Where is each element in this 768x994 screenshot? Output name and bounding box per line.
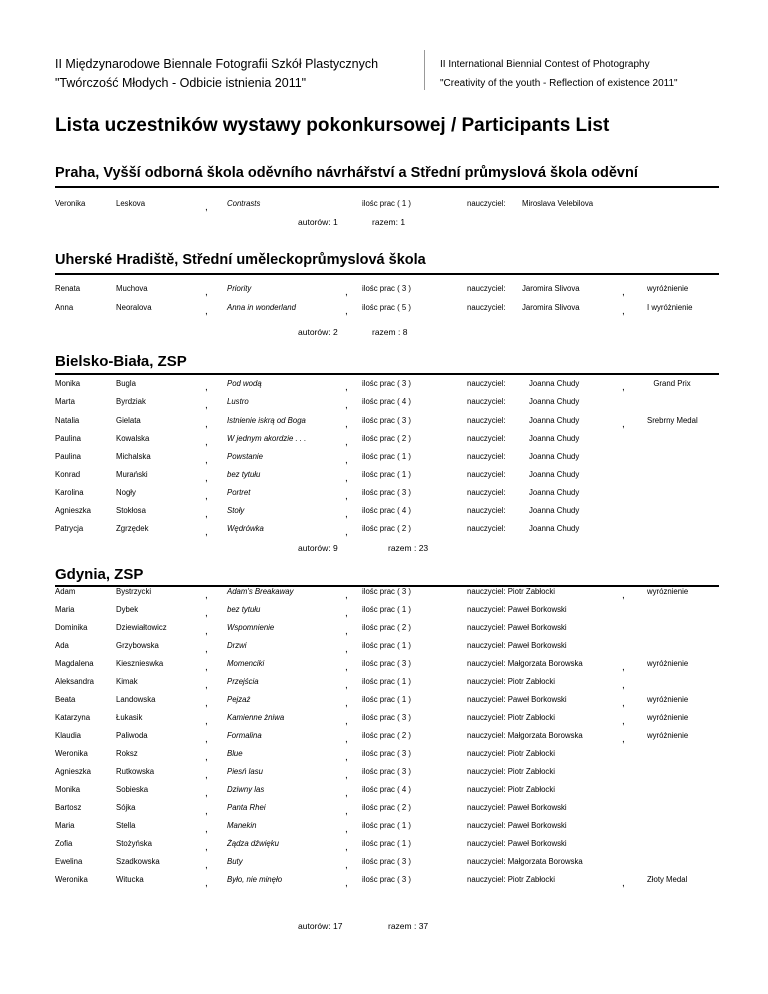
work-title: Pejzaż xyxy=(227,695,251,704)
participant-row xyxy=(0,677,768,693)
separator-comma: , xyxy=(345,842,348,853)
award: wyróżnienie xyxy=(647,695,689,704)
work-title: Anna in wonderland xyxy=(227,303,296,312)
separator-comma: , xyxy=(345,752,348,763)
participant-row xyxy=(0,839,768,855)
award: Grand Prix xyxy=(653,379,691,388)
teacher-name: Jaromira Slivova xyxy=(522,284,580,293)
separator-comma: , xyxy=(205,716,208,727)
award: I wyróżnienie xyxy=(647,303,693,312)
separator-comma: , xyxy=(205,662,208,673)
work-title: Piesń lasu xyxy=(227,767,263,776)
teacher: nauczyciel: Paweł Borkowski xyxy=(467,803,567,812)
award: Złoty Medal xyxy=(647,875,688,884)
participant-row xyxy=(0,605,768,621)
last-name: Michalska xyxy=(116,452,151,461)
separator-comma: , xyxy=(205,770,208,781)
participant-row xyxy=(0,303,768,319)
work-count: ilośc prac ( 3 ) xyxy=(362,379,411,388)
last-name: Neoralova xyxy=(116,303,152,312)
separator-comma: , xyxy=(345,626,348,637)
teacher-label: nauczyciel: xyxy=(467,524,506,533)
work-count: ilośc prac ( 3 ) xyxy=(362,713,411,722)
section-title: Gdynia, ZSP xyxy=(55,566,144,583)
teacher: nauczyciel: Małgorzata Borowska xyxy=(467,659,583,668)
separator-comma: , xyxy=(345,455,348,466)
first-name: Maria xyxy=(55,821,75,830)
section-rule xyxy=(55,273,719,275)
work-count: ilośc prac ( 1 ) xyxy=(362,677,411,686)
section-title: Bielsko-Biała, ZSP xyxy=(55,353,187,370)
last-name: Sójka xyxy=(116,803,136,812)
work-count: ilośc prac ( 1 ) xyxy=(362,839,411,848)
work-count: ilośc prac ( 3 ) xyxy=(362,767,411,776)
teacher-label: nauczyciel: xyxy=(467,284,506,293)
teacher-label: nauczyciel: xyxy=(467,506,506,515)
work-title: Formalina xyxy=(227,731,262,740)
work-count: ilośc prac ( 2 ) xyxy=(362,731,411,740)
first-name: Dominika xyxy=(55,623,88,632)
separator-comma: , xyxy=(345,824,348,835)
separator-comma: , xyxy=(205,382,208,393)
separator-comma: , xyxy=(205,287,208,298)
last-name: Bystrzycki xyxy=(116,587,152,596)
first-name: Ewelina xyxy=(55,857,83,866)
last-name: Szadkowska xyxy=(116,857,160,866)
participant-row xyxy=(0,695,768,711)
separator-comma: , xyxy=(345,644,348,655)
header-divider xyxy=(424,50,425,90)
separator-comma: , xyxy=(205,509,208,520)
separator-comma: , xyxy=(622,878,625,889)
separator-comma: , xyxy=(205,878,208,889)
participant-row xyxy=(0,488,768,504)
separator-comma: , xyxy=(622,306,625,317)
first-name: Beata xyxy=(55,695,76,704)
work-count: ilośc prac ( 1 ) xyxy=(362,470,411,479)
last-name: Roksz xyxy=(116,749,138,758)
teacher: nauczyciel: Piotr Zabłocki xyxy=(467,587,555,596)
work-title: W jednym akordzie . . . xyxy=(227,434,307,443)
teacher-name: Joanna Chudy xyxy=(529,470,580,479)
first-name: Weronika xyxy=(55,875,88,884)
work-count: ilośc prac ( 3 ) xyxy=(362,749,411,758)
last-name: Gielata xyxy=(116,416,141,425)
separator-comma: , xyxy=(205,455,208,466)
work-title: Buty xyxy=(227,857,243,866)
last-name: Kiesznieswka xyxy=(116,659,164,668)
participant-row xyxy=(0,470,768,486)
works-total: razem : 23 xyxy=(388,543,429,553)
first-name: Paulina xyxy=(55,452,82,461)
first-name: Weronika xyxy=(55,749,88,758)
separator-comma: , xyxy=(345,860,348,871)
separator-comma: , xyxy=(345,473,348,484)
work-title: Adam's Breakaway xyxy=(227,587,294,596)
teacher: nauczyciel: Piotr Zabłocki xyxy=(467,713,555,722)
work-title: Momenciki xyxy=(227,659,265,668)
work-count: ilośc prac ( 1 ) xyxy=(362,199,411,208)
last-name: Dybek xyxy=(116,605,139,614)
teacher: nauczyciel: Małgorzata Borowska xyxy=(467,731,583,740)
separator-comma: , xyxy=(622,287,625,298)
last-name: Kimak xyxy=(116,677,138,686)
first-name: Patrycja xyxy=(55,524,84,533)
participant-row xyxy=(0,749,768,765)
separator-comma: , xyxy=(205,419,208,430)
teacher-label: nauczyciel: xyxy=(467,397,506,406)
participant-row xyxy=(0,623,768,639)
award: wyróżnienie xyxy=(647,731,689,740)
separator-comma: , xyxy=(205,527,208,538)
separator-comma: , xyxy=(205,806,208,817)
separator-comma: , xyxy=(622,590,625,601)
separator-comma: , xyxy=(205,842,208,853)
last-name: Stella xyxy=(116,821,136,830)
separator-comma: , xyxy=(345,491,348,502)
last-name: Muchova xyxy=(116,284,148,293)
authors-count: autorów: 17 xyxy=(298,921,343,931)
first-name: Aleksandra xyxy=(55,677,95,686)
authors-count: autorów: 2 xyxy=(298,327,338,337)
teacher-label: nauczyciel: xyxy=(467,470,506,479)
participant-row xyxy=(0,524,768,540)
award: wyróżnienie xyxy=(647,659,689,668)
teacher-name: Joanna Chudy xyxy=(529,524,580,533)
separator-comma: , xyxy=(345,590,348,601)
work-title: Dziwny las xyxy=(227,785,265,794)
separator-comma: , xyxy=(205,734,208,745)
separator-comma: , xyxy=(205,644,208,655)
teacher-name: Joanna Chudy xyxy=(529,434,580,443)
teacher-label: nauczyciel: xyxy=(467,416,506,425)
teacher: nauczyciel: Piotr Zabłocki xyxy=(467,785,555,794)
teacher: nauczyciel: Piotr Zabłocki xyxy=(467,749,555,758)
work-count: ilośc prac ( 1 ) xyxy=(362,452,411,461)
first-name: Katarzyna xyxy=(55,713,91,722)
participant-row xyxy=(0,713,768,729)
last-name: Murański xyxy=(116,470,148,479)
first-name: Anna xyxy=(55,303,74,312)
separator-comma: , xyxy=(345,400,348,411)
teacher-name: Jaromira Slivova xyxy=(522,303,580,312)
first-name: Ada xyxy=(55,641,69,650)
teacher-label: nauczyciel: xyxy=(467,199,506,208)
teacher: nauczyciel: Paweł Borkowski xyxy=(467,821,567,830)
first-name: Monika xyxy=(55,785,81,794)
separator-comma: , xyxy=(205,202,208,213)
participant-row xyxy=(0,506,768,522)
separator-comma: , xyxy=(622,419,625,430)
separator-comma: , xyxy=(345,878,348,889)
teacher-label: nauczyciel: xyxy=(467,488,506,497)
first-name: Adam xyxy=(55,587,76,596)
last-name: Dziewiałtowicz xyxy=(116,623,167,632)
participant-row xyxy=(0,199,768,215)
work-count: ilośc prac ( 3 ) xyxy=(362,416,411,425)
award: wyróżnienie xyxy=(647,284,689,293)
work-title: Panta Rhei xyxy=(227,803,266,812)
first-name: Maria xyxy=(55,605,75,614)
teacher: nauczyciel: Małgorzata Borowska xyxy=(467,857,583,866)
participant-row xyxy=(0,875,768,891)
teacher: nauczyciel: Paweł Borkowski xyxy=(467,623,567,632)
section-rule xyxy=(55,186,719,188)
work-count: ilośc prac ( 2 ) xyxy=(362,524,411,533)
teacher: nauczyciel: Piotr Zabłocki xyxy=(467,677,555,686)
first-name: Karolina xyxy=(55,488,84,497)
work-title: Pod wodą xyxy=(227,379,262,388)
work-title: Kamienne żniwa xyxy=(227,713,285,722)
teacher-name: Joanna Chudy xyxy=(529,488,580,497)
last-name: Paliwoda xyxy=(116,731,148,740)
separator-comma: , xyxy=(205,626,208,637)
work-title: Lustro xyxy=(227,397,249,406)
header-title-en: II International Biennial Contest of Photography xyxy=(440,59,650,70)
authors-count: autorów: 9 xyxy=(298,543,338,553)
teacher-label: nauczyciel: xyxy=(467,303,506,312)
separator-comma: , xyxy=(205,306,208,317)
work-title: Żądza dźwięku xyxy=(227,839,280,848)
award: wyróznienie xyxy=(647,587,689,596)
separator-comma: , xyxy=(622,716,625,727)
work-title: Manekin xyxy=(227,821,257,830)
separator-comma: , xyxy=(622,680,625,691)
separator-comma: , xyxy=(205,491,208,502)
separator-comma: , xyxy=(345,437,348,448)
participant-row xyxy=(0,803,768,819)
participant-row xyxy=(0,659,768,675)
participant-row xyxy=(0,379,768,395)
last-name: Stokłosa xyxy=(116,506,146,515)
work-title: Stoły xyxy=(227,506,245,515)
work-count: ilośc prac ( 4 ) xyxy=(362,785,411,794)
separator-comma: , xyxy=(205,473,208,484)
teacher: nauczyciel: Piotr Zabłocki xyxy=(467,767,555,776)
work-count: ilośc prac ( 5 ) xyxy=(362,303,411,312)
award: Srebrny Medal xyxy=(647,416,698,425)
participant-row xyxy=(0,641,768,657)
work-count: ilośc prac ( 3 ) xyxy=(362,875,411,884)
separator-comma: , xyxy=(345,287,348,298)
work-count: ilośc prac ( 1 ) xyxy=(362,821,411,830)
work-count: ilośc prac ( 1 ) xyxy=(362,695,411,704)
first-name: Monika xyxy=(55,379,81,388)
separator-comma: , xyxy=(622,662,625,673)
participant-row xyxy=(0,785,768,801)
last-name: Bugla xyxy=(116,379,136,388)
teacher-name: Joanna Chudy xyxy=(529,416,580,425)
participant-row xyxy=(0,821,768,837)
separator-comma: , xyxy=(205,590,208,601)
first-name: Agnieszka xyxy=(55,506,91,515)
teacher-label: nauczyciel: xyxy=(467,434,506,443)
last-name: Zgrzędek xyxy=(116,524,149,533)
teacher: nauczyciel: Paweł Borkowski xyxy=(467,605,567,614)
teacher-name: Joanna Chudy xyxy=(529,379,580,388)
work-count: ilośc prac ( 3 ) xyxy=(362,857,411,866)
last-name: Rutkowska xyxy=(116,767,155,776)
header-title-pl: II Międzynarodowe Biennale Fotografii Szkół Plastycznych xyxy=(55,57,379,71)
first-name: Paulina xyxy=(55,434,82,443)
separator-comma: , xyxy=(622,382,625,393)
participant-row xyxy=(0,416,768,432)
work-count: ilośc prac ( 3 ) xyxy=(362,587,411,596)
first-name: Renata xyxy=(55,284,81,293)
first-name: Natalia xyxy=(55,416,80,425)
last-name: Nogły xyxy=(116,488,136,497)
last-name: Stożyńska xyxy=(116,839,152,848)
work-title: Wspomnienie xyxy=(227,623,275,632)
work-count: ilośc prac ( 2 ) xyxy=(362,623,411,632)
separator-comma: , xyxy=(205,680,208,691)
participant-row xyxy=(0,284,768,300)
works-total: razem: 1 xyxy=(372,217,406,227)
header-subtitle-en: "Creativity of the youth - Reflection of existence 2011" xyxy=(440,78,678,89)
work-count: ilośc prac ( 3 ) xyxy=(362,488,411,497)
section-title: Uherské Hradiště, Střední uměleckoprůmyslová škola xyxy=(55,252,426,268)
first-name: Agnieszka xyxy=(55,767,91,776)
teacher: nauczyciel: Paweł Borkowski xyxy=(467,641,567,650)
separator-comma: , xyxy=(345,306,348,317)
last-name: Sobieska xyxy=(116,785,149,794)
first-name: Magdalena xyxy=(55,659,94,668)
separator-comma: , xyxy=(345,662,348,673)
first-name: Klaudia xyxy=(55,731,82,740)
separator-comma: , xyxy=(345,716,348,727)
work-title: bez tytułu xyxy=(227,605,261,614)
work-title: Drzwi xyxy=(227,641,247,650)
last-name: Łukasik xyxy=(116,713,143,722)
separator-comma: , xyxy=(345,527,348,538)
separator-comma: , xyxy=(205,752,208,763)
work-count: ilośc prac ( 2 ) xyxy=(362,803,411,812)
teacher-name: Miroslava Velebilova xyxy=(522,199,594,208)
participant-row xyxy=(0,587,768,603)
section-rule xyxy=(55,373,719,375)
separator-comma: , xyxy=(345,788,348,799)
separator-comma: , xyxy=(205,860,208,871)
teacher-name: Joanna Chudy xyxy=(529,506,580,515)
work-count: ilośc prac ( 3 ) xyxy=(362,284,411,293)
work-count: ilośc prac ( 1 ) xyxy=(362,641,411,650)
work-title: Portret xyxy=(227,488,251,497)
participant-row xyxy=(0,452,768,468)
header-subtitle-pl: "Twórczość Młodych - Odbicie istnienia 2011" xyxy=(55,76,307,90)
works-total: razem : 8 xyxy=(372,327,408,337)
award: wyróżnienie xyxy=(647,713,689,722)
first-name: Marta xyxy=(55,397,75,406)
separator-comma: , xyxy=(622,698,625,709)
separator-comma: , xyxy=(345,608,348,619)
participant-row xyxy=(0,767,768,783)
page-title: Lista uczestników wystawy pokonkursowej / Participants List xyxy=(55,115,610,136)
work-title: Contrasts xyxy=(227,199,261,208)
separator-comma: , xyxy=(205,608,208,619)
separator-comma: , xyxy=(622,734,625,745)
first-name: Bartosz xyxy=(55,803,82,812)
separator-comma: , xyxy=(345,419,348,430)
work-count: ilośc prac ( 2 ) xyxy=(362,434,411,443)
teacher-name: Joanna Chudy xyxy=(529,452,580,461)
separator-comma: , xyxy=(205,824,208,835)
teacher: nauczyciel: Paweł Borkowski xyxy=(467,839,567,848)
separator-comma: , xyxy=(205,400,208,411)
work-title: bez tytułu xyxy=(227,470,261,479)
teacher-name: Joanna Chudy xyxy=(529,397,580,406)
participant-row xyxy=(0,434,768,450)
work-title: Wędrówka xyxy=(227,524,264,533)
teacher: nauczyciel: Piotr Zabłocki xyxy=(467,875,555,884)
separator-comma: , xyxy=(345,770,348,781)
first-name: Konrad xyxy=(55,470,81,479)
participant-row xyxy=(0,857,768,873)
separator-comma: , xyxy=(345,734,348,745)
last-name: Kowalska xyxy=(116,434,150,443)
work-title: Blue xyxy=(227,749,243,758)
work-count: ilośc prac ( 1 ) xyxy=(362,605,411,614)
separator-comma: , xyxy=(345,382,348,393)
work-title: Przejścia xyxy=(227,677,259,686)
separator-comma: , xyxy=(345,806,348,817)
authors-count: autorów: 1 xyxy=(298,217,338,227)
last-name: Leskova xyxy=(116,199,146,208)
works-total: razem : 37 xyxy=(388,921,429,931)
work-title: Istnienie iskrą od Boga xyxy=(227,416,306,425)
work-count: ilośc prac ( 3 ) xyxy=(362,659,411,668)
teacher-label: nauczyciel: xyxy=(467,379,506,388)
section-title: Praha, Vyšší odborná škola oděvního návrhářství a Střední průmyslová škola oděvní xyxy=(55,165,638,181)
first-name: Zofia xyxy=(55,839,73,848)
separator-comma: , xyxy=(205,698,208,709)
last-name: Landowska xyxy=(116,695,156,704)
first-name: Veronika xyxy=(55,199,86,208)
separator-comma: , xyxy=(345,698,348,709)
participant-row xyxy=(0,731,768,747)
last-name: Grzybowska xyxy=(116,641,159,650)
work-count: ilośc prac ( 4 ) xyxy=(362,506,411,515)
separator-comma: , xyxy=(345,680,348,691)
separator-comma: , xyxy=(345,509,348,520)
work-title: Było, nie minęło xyxy=(227,875,283,884)
last-name: Witucka xyxy=(116,875,144,884)
separator-comma: , xyxy=(205,788,208,799)
teacher-label: nauczyciel: xyxy=(467,452,506,461)
work-title: Priority xyxy=(227,284,252,293)
last-name: Byrdziak xyxy=(116,397,146,406)
separator-comma: , xyxy=(205,437,208,448)
work-title: Powstanie xyxy=(227,452,263,461)
participant-row xyxy=(0,397,768,413)
teacher: nauczyciel: Paweł Borkowski xyxy=(467,695,567,704)
work-count: ilośc prac ( 4 ) xyxy=(362,397,411,406)
